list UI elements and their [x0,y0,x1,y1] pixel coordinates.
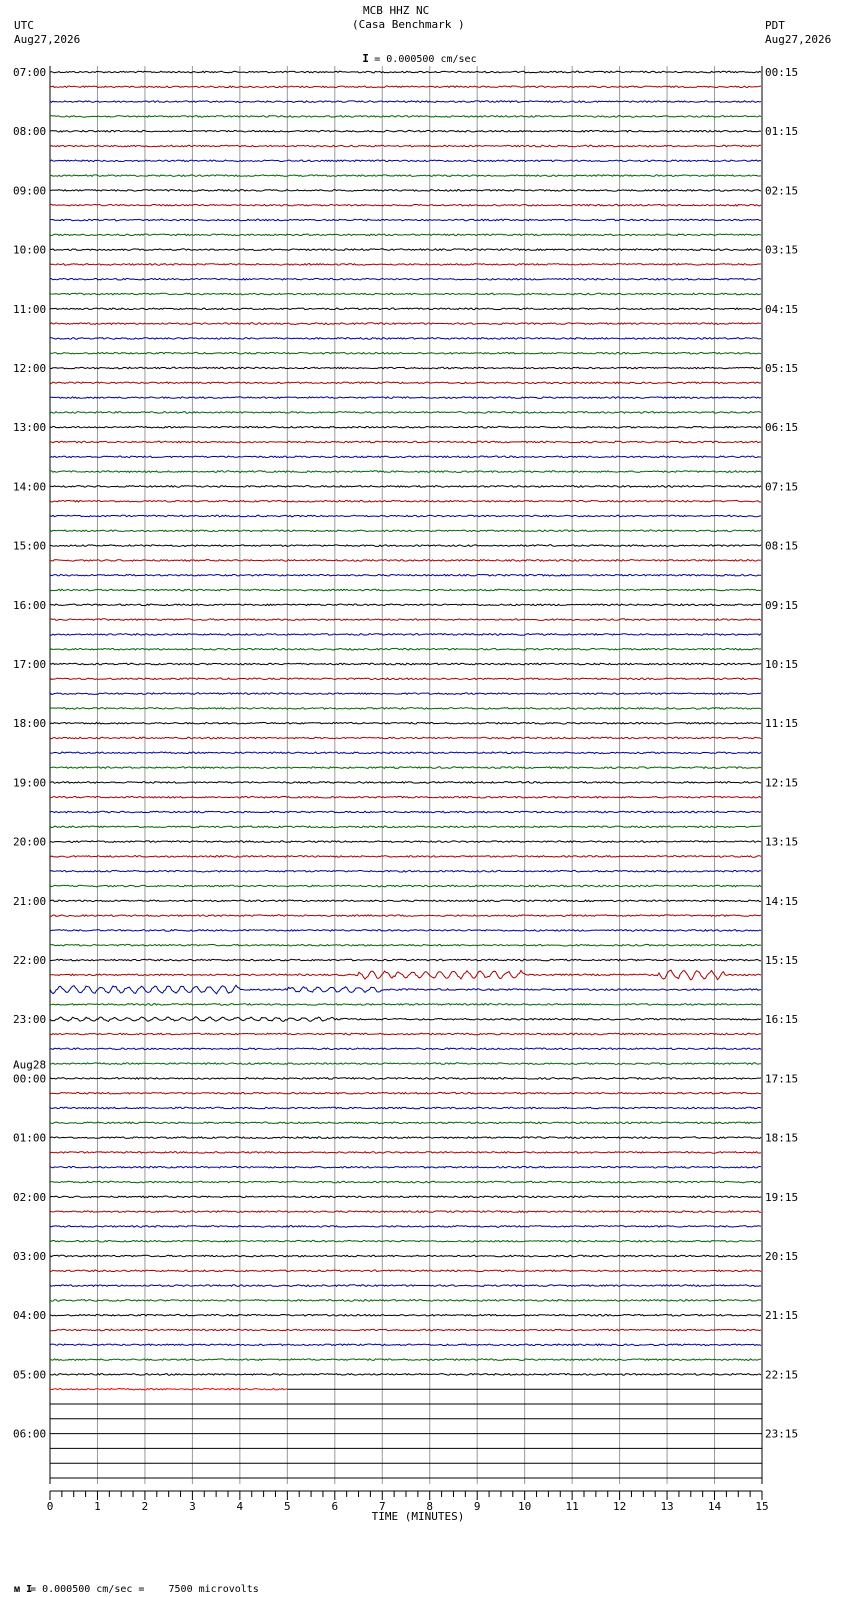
trace-line [50,634,761,636]
x-tick-label: 4 [236,1500,244,1513]
trace-line [50,1314,761,1316]
trace-line [50,560,761,562]
pdt-hour-label: 06:15 [765,421,799,435]
x-tick-label: 0 [46,1500,54,1513]
trace-line [50,1211,761,1213]
pdt-hour-label: 11:15 [765,717,799,731]
pdt-hour-label: 13:15 [765,835,799,849]
utc-hour-label: 17:00 [13,658,47,671]
trace-line [50,826,761,828]
utc-hour-label: 02:00 [13,1190,47,1204]
pdt-hour-label: 18:15 [765,1131,799,1145]
trace-line [50,944,761,946]
x-tick-label: 7 [378,1500,386,1513]
trace-line [50,264,761,266]
trace-line [50,352,761,354]
x-tick-label: 6 [331,1500,339,1513]
trace-line [50,1048,761,1050]
pdt-hour-label: 14:15 [765,894,799,908]
utc-hour-label: 18:00 [13,717,47,731]
x-tick-label: 15 [755,1500,769,1513]
pdt-hour-label: 04:15 [765,302,799,316]
utc-hour-label: 05:00 [13,1368,47,1382]
trace-line [50,574,761,576]
utc-hour-label: 03:00 [13,1250,47,1263]
trace-line [50,752,761,754]
pdt-hour-label: 00:15 [765,66,799,79]
trace-line [50,515,761,517]
trace-line [50,219,761,221]
utc-hour-label: 00:00 [13,1072,47,1086]
utc-hour-label: 12:00 [13,362,47,375]
trace-line [50,737,761,739]
trace-line [50,308,761,310]
x-tick-label: 9 [473,1500,481,1513]
pdt-hour-label: 12:15 [765,776,799,790]
pdt-hour-label: 22:15 [765,1368,799,1382]
trace-line [50,985,761,994]
trace-line [50,338,761,340]
trace-line [50,1181,761,1183]
scale-bar-icon: I [362,52,369,65]
utc-hour-label: 10:00 [13,243,47,257]
trace-line [50,619,761,621]
trace-line [50,678,761,680]
pdt-hour-label: 17:15 [765,1072,799,1086]
trace-line [50,397,761,399]
trace-line [50,1359,761,1361]
trace-line [50,130,761,132]
trace-line [50,930,761,932]
station-title: MCB HHZ NC [363,4,430,17]
pdt-hour-label: 23:15 [765,1427,799,1441]
trace-line [50,116,761,118]
trace-line [50,86,761,88]
calibration-footer [2,1569,259,1597]
trace-line [50,970,761,980]
trace-line [50,234,761,236]
trace-line [50,412,761,414]
utc-hour-label: 23:00 [13,1013,47,1027]
trace-line [50,782,761,784]
trace-line [50,722,761,724]
trace-line [50,160,761,162]
trace-line [50,145,761,147]
trace-line [50,1017,761,1022]
trace-line [50,1270,761,1272]
trace-line [50,811,761,813]
pdt-hour-label: 07:15 [765,480,799,494]
trace-line [50,1374,761,1376]
trace-line [50,190,761,192]
trace-line [50,1329,761,1331]
trace-line [50,101,761,103]
trace-line [50,367,761,369]
x-tick-label: 2 [141,1500,149,1513]
trace-line [50,1004,761,1006]
date-change-label: Aug28 [13,1058,47,1072]
trace-line [50,1388,287,1390]
trace-line [50,856,761,858]
trace-line [50,693,761,695]
utc-hour-label: 14:00 [13,480,47,494]
station-location: (Casa Benchmark ) [352,18,465,31]
pdt-hour-label: 15:15 [765,954,799,967]
pdt-hour-label: 16:15 [765,1013,799,1027]
trace-line [50,1092,761,1094]
pdt-hour-label: 03:15 [765,243,799,257]
trace-line [50,293,761,295]
trace-line [50,900,761,902]
pdt-hour-label: 19:15 [765,1190,799,1204]
trace-line [50,767,761,769]
x-tick-label: 14 [707,1500,722,1513]
trace-line [50,426,761,428]
utc-hour-label: 04:00 [13,1309,47,1323]
trace-line [50,708,761,710]
trace-line [50,1344,761,1346]
trace-line [50,175,761,177]
x-tick-label: 1 [94,1500,101,1513]
pdt-hour-label: 01:15 [765,125,799,139]
trace-line [50,1137,761,1139]
trace-line [50,456,761,458]
trace-line [50,71,761,73]
pdt-hour-label: 21:15 [765,1309,799,1323]
utc-hour-label: 16:00 [13,598,47,612]
pdt-hour-label: 05:15 [765,362,799,375]
right-date: Aug27,2026 [765,33,832,46]
trace-line [50,500,761,502]
trace-line [50,1033,761,1035]
utc-hour-label: 20:00 [13,835,47,849]
trace-line [50,663,761,665]
utc-hour-label: 09:00 [13,184,47,198]
trace-line [50,530,761,532]
pdt-hour-label: 20:15 [765,1250,799,1263]
trace-line [50,915,761,917]
trace-line [50,1255,761,1257]
x-tick-label: 12 [612,1500,627,1513]
trace-line [50,870,761,872]
trace-line [50,885,761,887]
utc-hour-label: 19:00 [13,776,47,790]
trace-line [50,249,761,251]
utc-hour-label: 13:00 [13,421,47,435]
pdt-hour-label: 08:15 [765,539,799,553]
trace-line [50,959,761,961]
trace-line [50,796,761,798]
pdt-hour-label: 09:15 [765,598,799,612]
utc-hour-label: 01:00 [13,1131,47,1145]
left-timezone: UTC [14,19,34,32]
trace-line [50,1063,761,1065]
trace-line [50,1300,761,1302]
trace-line [50,204,761,206]
trace-line [50,1226,761,1228]
utc-hour-label: 08:00 [13,125,47,139]
trace-line [50,1152,761,1154]
trace-line [50,1107,761,1109]
x-tick-label: 10 [518,1500,532,1513]
trace-line [50,323,761,325]
x-tick-label: 11 [565,1500,579,1513]
x-tick-label: 5 [284,1500,291,1513]
trace-line [50,471,761,473]
trace-line [50,278,761,280]
trace-line [50,441,761,443]
scale-value: = 0.000500 cm/sec [374,54,477,65]
calibration-bar-icon: ᴍ I [14,1584,33,1595]
utc-hour-label: 15:00 [13,539,47,553]
x-tick-label: 13 [660,1500,674,1513]
x-tick-label: 3 [189,1500,196,1513]
trace-line [50,486,761,488]
utc-hour-label: 06:00 [13,1427,47,1441]
trace-line [50,1240,761,1242]
trace-line [50,1166,761,1168]
utc-hour-label: 21:00 [13,894,47,908]
pdt-hour-label: 02:15 [765,184,799,198]
trace-line [50,382,761,384]
utc-hour-label: 07:00 [13,66,47,79]
calibration-text: = 0.000500 cm/sec = 7500 microvolts [30,1584,259,1595]
pdt-hour-label: 10:15 [765,658,799,671]
trace-line [50,589,761,591]
trace-line [50,604,761,606]
trace-line [50,1122,761,1124]
right-timezone: PDT [765,19,785,32]
trace-line [50,1078,761,1080]
x-tick-label: 8 [426,1500,434,1513]
trace-line [50,1285,761,1287]
trace-line [50,648,761,650]
left-date: Aug27,2026 [14,33,81,46]
trace-line [50,841,761,843]
seismic-traces [50,71,762,1478]
utc-hour-label: 11:00 [13,302,47,316]
x-axis-title: TIME (MINUTES) [371,1510,465,1523]
trace-line [50,545,761,547]
utc-hour-label: 22:00 [13,954,47,967]
trace-line [50,1196,761,1198]
